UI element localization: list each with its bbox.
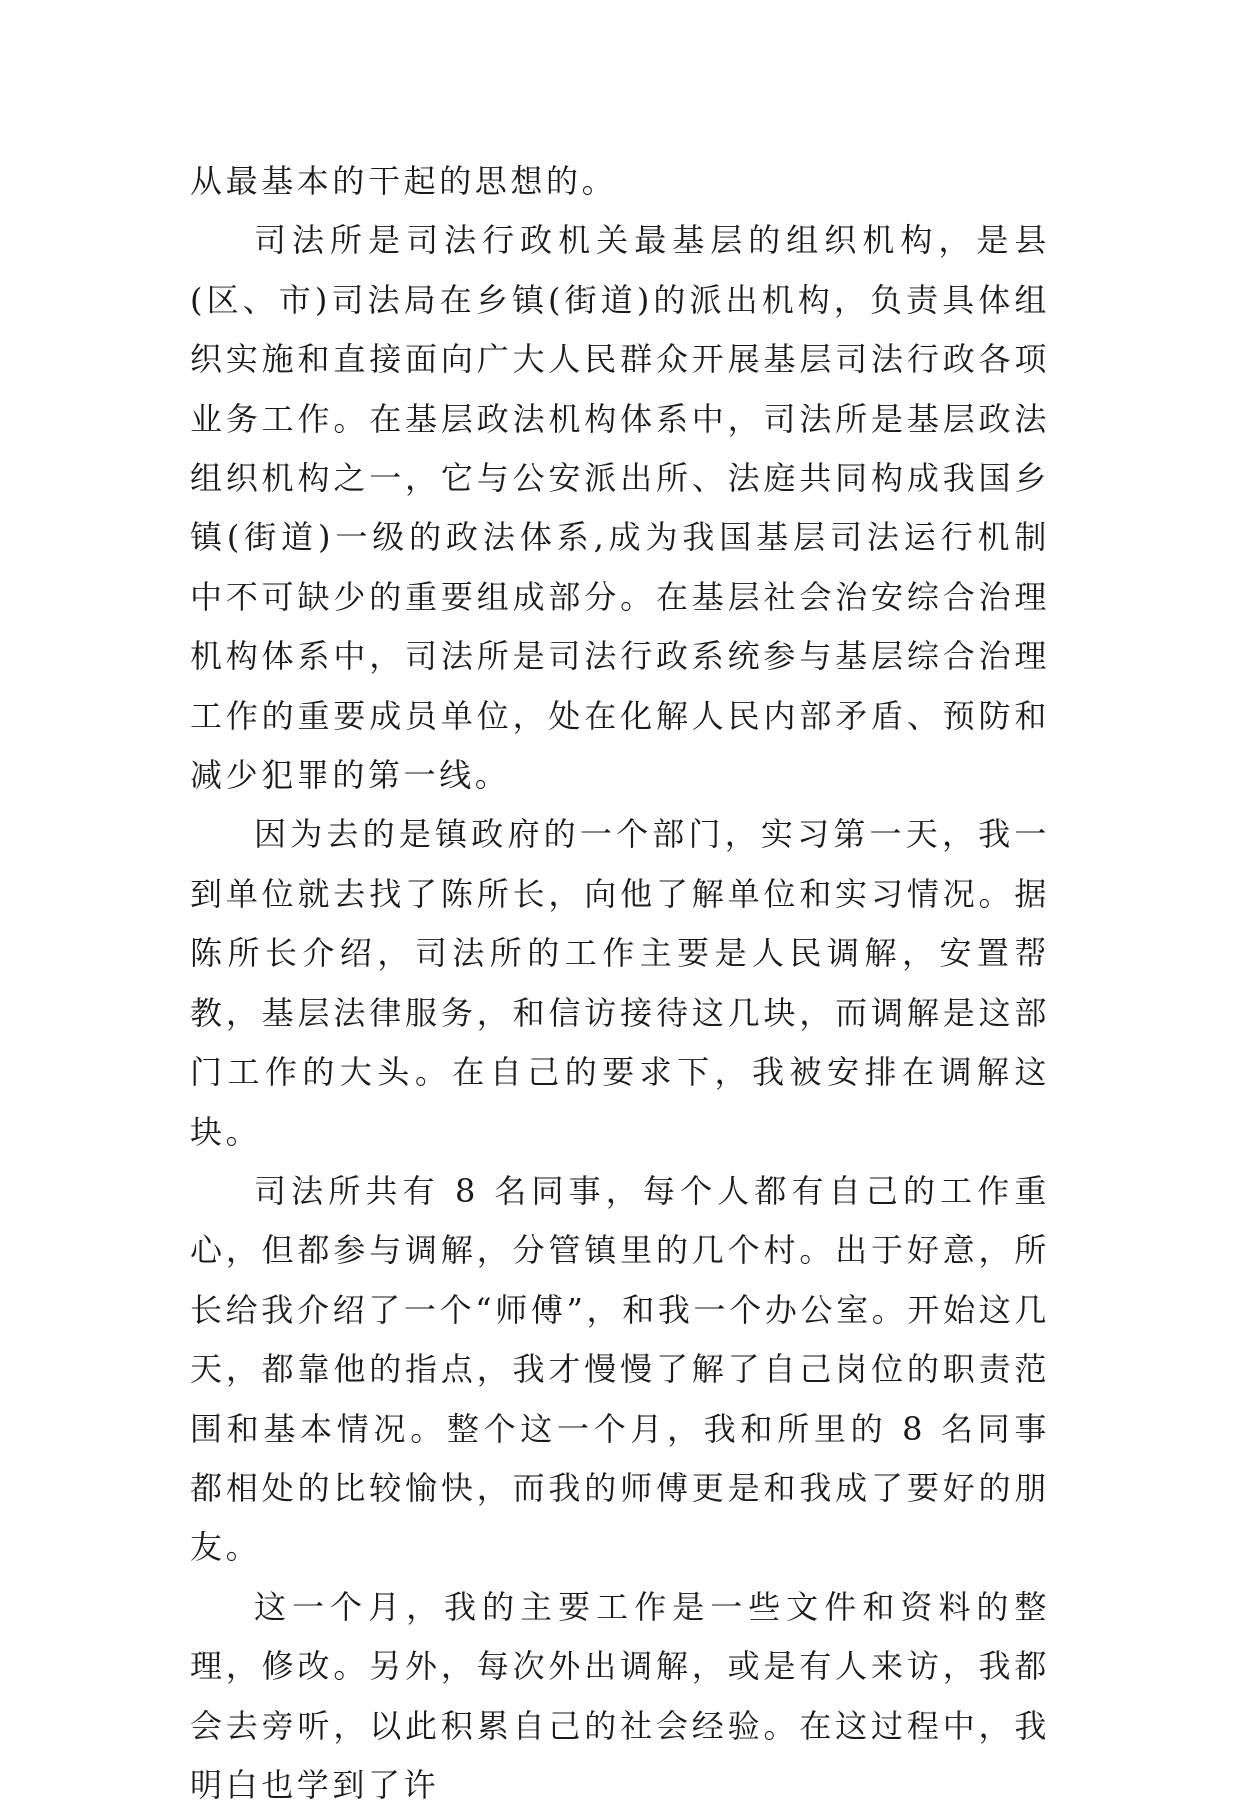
paragraph-main-work: 这一个月，我的主要工作是一些文件和资料的整理，修改。另外，每次外出调解，或是有人来访，我都会去旁听，以此积累自己的社会经验。在这过程中，我明白也学到了许 (190, 1587, 1050, 1804)
paragraph-continuation: 从最基本的干起的思想的。 (190, 162, 618, 200)
paragraph-first-day: 因为去的是镇政府的一个部门，实习第一天，我一到单位就去找了陈所长，向他了解单位和实习情况。据陈所长介绍，司法所的工作主要是人民调解，安置帮教，基层法律服务，和信访接待这几块，而调解是这部门工作的大头。在自己的要求下，我被安排在调解这块。 (190, 815, 1050, 1151)
paragraph-colleagues: 司法所共有 8 名同事，每个人都有自己的工作重心，但都参与调解，分管镇里的几个村。出于好意，所长给我介绍了一个“师傅”，和我一个办公室。开始这几天，都靠他的指点，我才慢慢了解了自己岗位的职责范围和基本情况。整个这一个月，我和所里的 8 名同事都相处的比较愉快，而我的师傅更是和我成了要好的朋友。 (190, 1171, 1050, 1567)
document-body (190, 152, 1050, 1815)
paragraph-judicial-office-intro: 司法所是司法行政机关最基层的组织机构，是县(区、市)司法局在乡镇(街道)的派出机构，负责具体组织实施和直接面向广大人民群众开展基层司法行政各项业务工作。在基层政法机构体系中，司法所是基层政法组织机构之一，它与公安派出所、法庭共同构成我国乡镇(街道)一级的政法体系,成为我国基层司法运行机制中不可缺少的重要组成部分。在基层社会治安综合治理机构体系中，司法所是司法行政系统参与基层综合治理工作的重要成员单位，处在化解人民内部矛盾、预防和减少犯罪的第一线。 (190, 221, 1050, 795)
